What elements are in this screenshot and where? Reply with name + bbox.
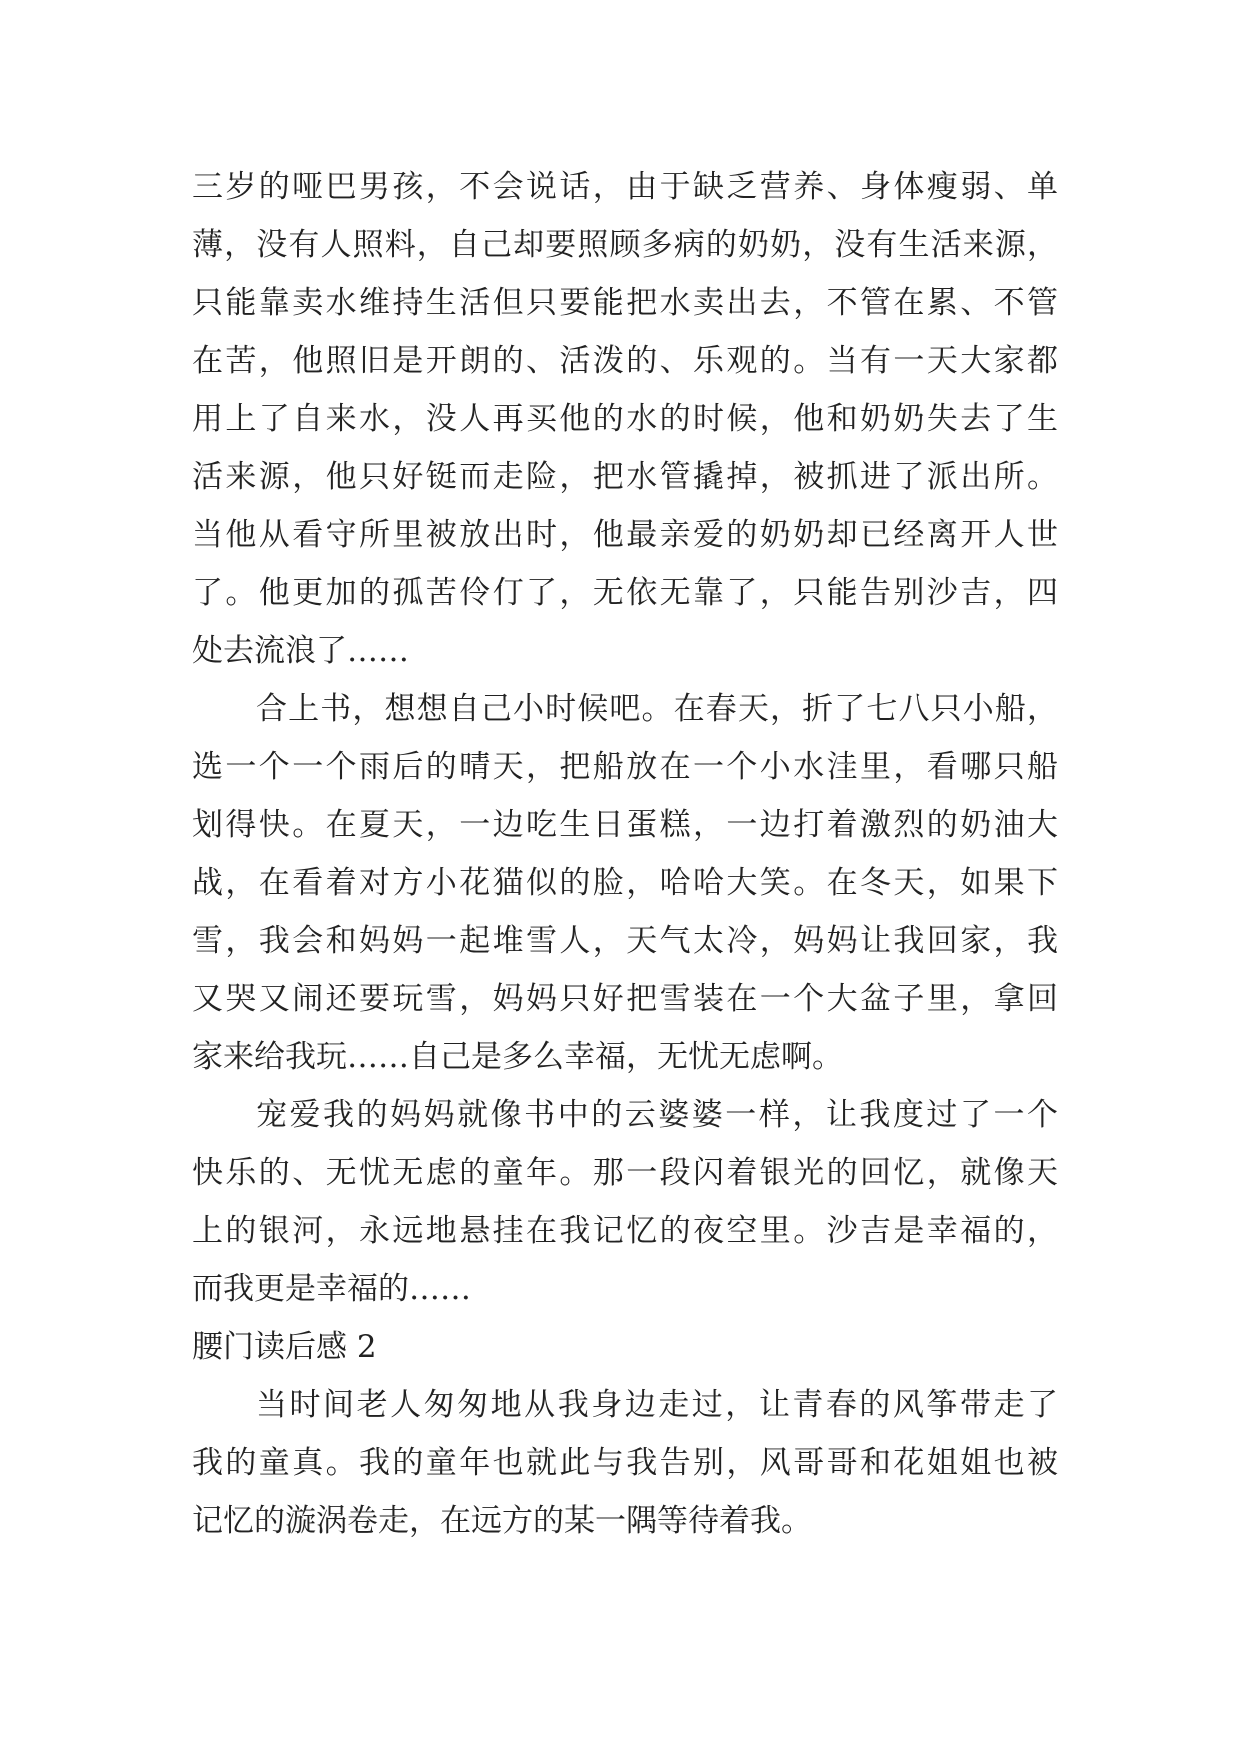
paragraph-line: 合上书，想想自己小时候吧。在春天，折了七八只小船， bbox=[256, 691, 1058, 727]
paragraph-line: 又哭又闹还要玩雪，妈妈只好把雪装在一个大盆子里，拿回 bbox=[192, 981, 1058, 1017]
paragraph-line: 快乐的、无忧无虑的童年。那一段闪着银光的回忆，就像天 bbox=[192, 1155, 1058, 1191]
paragraph-line: 只能靠卖水维持生活但只要能把水卖出去，不管在累、不管 bbox=[192, 285, 1058, 321]
paragraph-line: 在苦，他照旧是开朗的、活泼的、乐观的。当有一天大家都 bbox=[192, 343, 1058, 379]
paragraph-line: 家来给我玩……自己是多么幸福，无忧无虑啊。 bbox=[192, 1039, 843, 1075]
paragraph-line: 活来源，他只好铤而走险，把水管撬掉，被抓进了派出所。 bbox=[192, 459, 1058, 495]
paragraph-line: 选一个一个雨后的晴天，把船放在一个小水洼里，看哪只船 bbox=[192, 749, 1058, 785]
document-body bbox=[192, 158, 1058, 1550]
section-heading: 腰门读后感 2 bbox=[192, 1329, 377, 1365]
paragraph-line: 当他从看守所里被放出时，他最亲爱的奶奶却已经离开人世 bbox=[192, 517, 1058, 553]
paragraph-line: 薄，没有人照料，自己却要照顾多病的奶奶，没有生活来源， bbox=[192, 227, 1058, 263]
paragraph-line: 三岁的哑巴男孩，不会说话，由于缺乏营养、身体瘦弱、单 bbox=[192, 169, 1058, 205]
paragraph-line: 处去流浪了…… bbox=[192, 633, 409, 669]
paragraph-line: 划得快。在夏天，一边吃生日蛋糕，一边打着激烈的奶油大 bbox=[192, 807, 1058, 843]
paragraph-1 bbox=[192, 158, 1058, 680]
paragraph-3 bbox=[192, 1086, 1058, 1318]
paragraph-line: 宠爱我的妈妈就像书中的云婆婆一样，让我度过了一个 bbox=[256, 1097, 1058, 1133]
paragraph-line: 用上了自来水，没人再买他的水的时候，他和奶奶失去了生 bbox=[192, 401, 1058, 437]
paragraph-line: 当时间老人匆匆地从我身边走过，让青春的风筝带走了 bbox=[256, 1387, 1058, 1423]
paragraph-line: 战，在看着对方小花猫似的脸，哈哈大笑。在冬天，如果下 bbox=[192, 865, 1058, 901]
paragraph-line: 上的银河，永远地悬挂在我记忆的夜空里。沙吉是幸福的， bbox=[192, 1213, 1058, 1249]
paragraph-2 bbox=[192, 680, 1058, 1086]
paragraph-line: 雪，我会和妈妈一起堆雪人，天气太冷，妈妈让我回家，我 bbox=[192, 923, 1058, 959]
paragraph-line: 记忆的漩涡卷走，在远方的某一隅等待着我。 bbox=[192, 1503, 812, 1539]
paragraph-4 bbox=[192, 1376, 1058, 1550]
paragraph-line: 了。他更加的孤苦伶仃了，无依无靠了，只能告别沙吉，四 bbox=[192, 575, 1058, 611]
paragraph-line: 我的童真。我的童年也就此与我告别，风哥哥和花姐姐也被 bbox=[192, 1445, 1058, 1481]
paragraph-line: 而我更是幸福的…… bbox=[192, 1271, 471, 1307]
